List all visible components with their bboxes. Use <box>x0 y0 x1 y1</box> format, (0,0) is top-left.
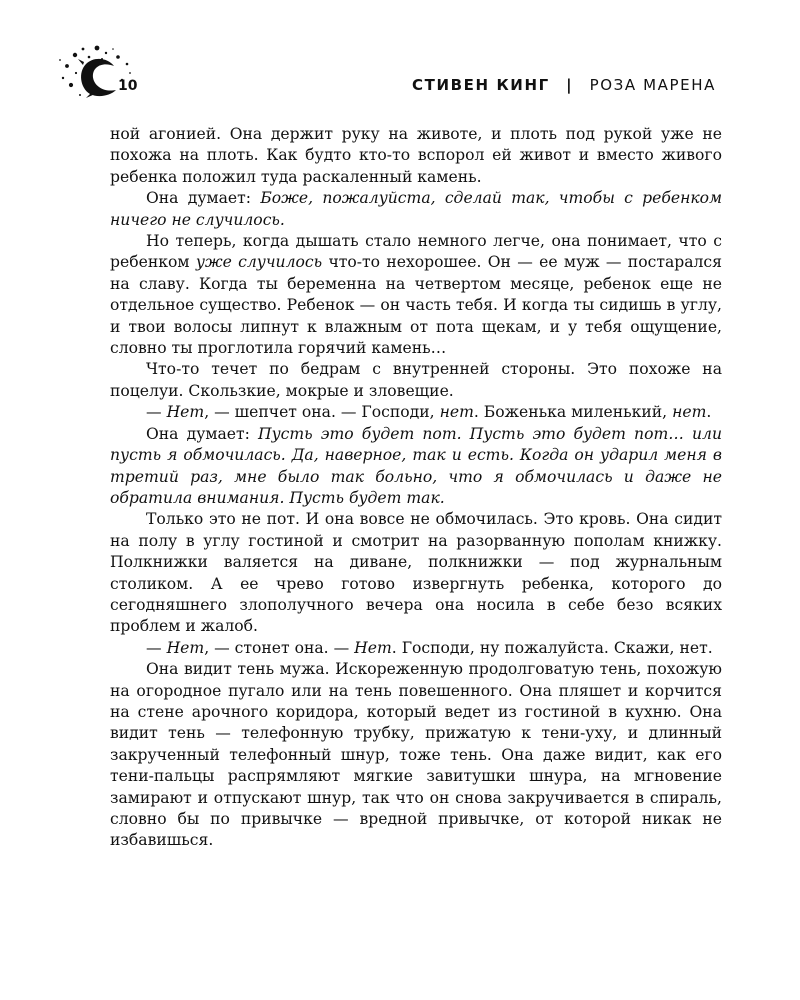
italic-text-run: нет <box>672 403 707 422</box>
paragraph <box>110 509 722 637</box>
text-run: . Господи, ну пожалуйста. Скажи, нет. <box>391 638 713 657</box>
text-run: Она думает: <box>146 189 261 208</box>
text-run: — <box>146 638 167 657</box>
italic-text-run: Пусть это будет пот. Пусть это будет пот… или пусть я обмочилась. Да, наверное, так и есть. Когда он ударил меня в третий раз, мне было так больно, что я обмочилась и даже не обратила внимания. Пусть будет так. <box>110 424 722 507</box>
body-text <box>110 124 722 852</box>
paragraph <box>110 188 722 231</box>
running-head-separator: | <box>566 76 574 94</box>
italic-text-run: Нет <box>354 638 392 657</box>
text-run: , — стонет она. — <box>204 638 355 657</box>
text-run: Но теперь, когда дышать стало немного легче, она понимает, что с ребенком <box>110 232 722 272</box>
paragraph <box>110 124 722 188</box>
text-run: , — шепчет она. — Господи, <box>204 403 440 422</box>
text-run: ной агонией. Она держит руку на животе, и плоть под рукой уже не похожа на плоть. Как будто кто-то вспорол ей живот и вместо живого ребенка положил туда раскаленный камень. <box>110 125 722 186</box>
text-run: . Боженька миленький, <box>473 403 673 422</box>
text-run: Она думает: <box>146 424 259 443</box>
running-head-author: СТИВЕН КИНГ <box>412 76 550 94</box>
page-number: 10 <box>118 78 138 94</box>
paragraph <box>110 638 722 659</box>
text-run: что-то нехорошее. Он — ее муж — постарался на славу. Когда ты беременна на четвертом месяце, ребенок еще не отдельное существо. Ребенок — он часть тебя. И когда ты сидишь в углу, и твои волосы липнут к влажным от пота щекам, и у тебя ощущение, словно ты проглотила горячий камень… <box>110 253 723 358</box>
text-run: Только это не пот. И она вовсе не обмочилась. Это кровь. Она сидит на полу в углу гостиной и смотрит на разорванную пополам книжку. Полкнижки валяется на диване, полкнижки — под журнальным столиком. А ее чрево готово извергнуть ребенка, которого до сегодняшнего злополучного вечера она носила в себе безо всяких проблем и жалоб. <box>110 510 722 636</box>
page-header <box>56 44 736 100</box>
text-run: Она видит тень мужа. Искореженную продолговатую тень, похожую на огородное пугало или на тень повешенного. Она пляшет и корчится на стене арочного коридора, который ведет из гостиной в кухню. Она видит тень — телефонную трубку, прижатую к тени-уху, и длинный закрученный телефонный шнур, тоже тень. Она даже видит, как его тени-пальцы распрямляют мягкие завитушки шнура, на мгновение замирают и отпускают шнур, так что он снова закручивается в спираль, словно бы по привычке — вредной привычке, от которой никак не избавишься. <box>110 660 722 850</box>
text-run: . <box>706 403 712 422</box>
italic-text-run: Нет <box>166 403 205 422</box>
text-run: — <box>146 403 167 422</box>
text-run: Что-то течет по бедрам с внутренней стороны. Это похоже на поцелуи. Скользкие, мокрые и зловещие. <box>110 360 722 400</box>
italic-text-run: уже случилось <box>195 253 323 272</box>
paragraph <box>110 424 722 510</box>
italic-text-run: Нет <box>166 638 205 657</box>
running-head-book-title: РОЗА МАРЕНА <box>589 76 716 94</box>
paragraph <box>110 659 722 852</box>
paragraph <box>110 402 722 423</box>
paragraph <box>110 359 722 402</box>
italic-text-run: нет <box>439 403 474 422</box>
running-head <box>412 76 716 94</box>
paragraph <box>110 231 722 359</box>
italic-text-run: Боже, пожалуйста, сделай так, чтобы с ребенком ничего не случилось. <box>110 189 722 229</box>
